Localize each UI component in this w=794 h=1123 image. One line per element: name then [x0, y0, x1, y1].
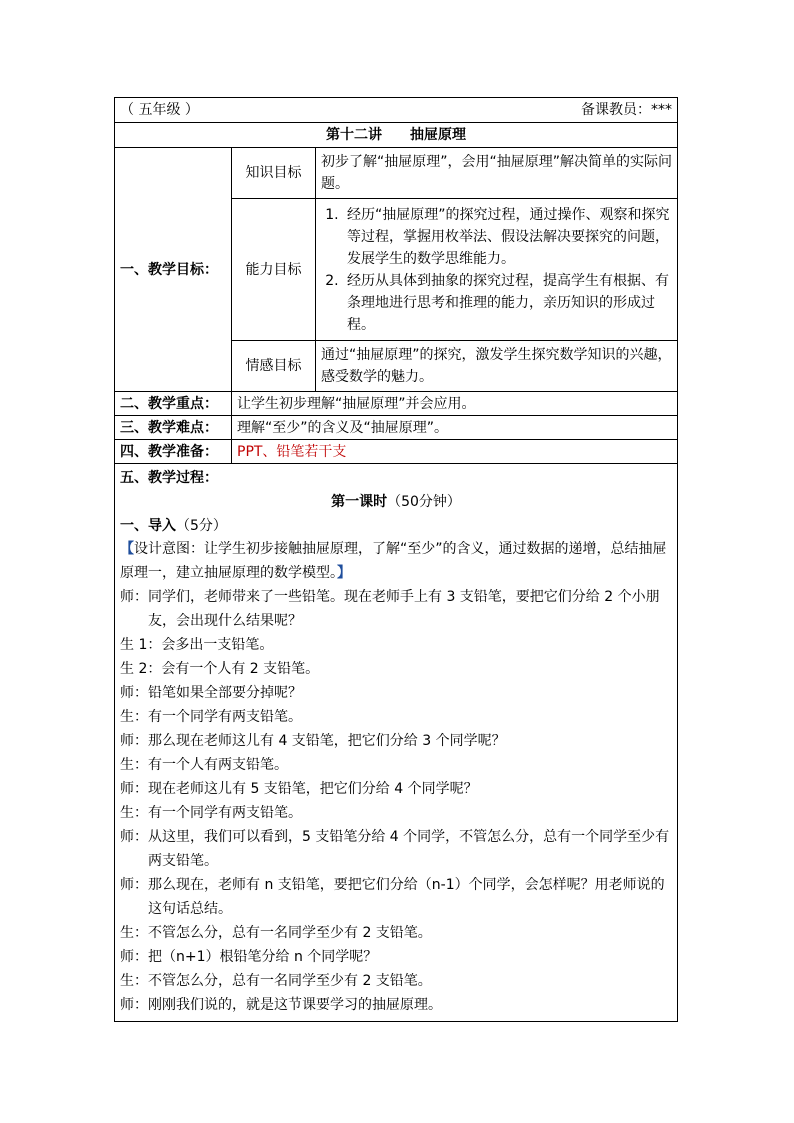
design-open-bracket: 【: [120, 541, 134, 557]
design-intent-note: [120, 537, 672, 585]
lesson-hour-heading: [120, 491, 672, 513]
goal-knowledge-row: [115, 148, 678, 199]
process-cell: [115, 464, 678, 1022]
process-row: [115, 464, 678, 1022]
knowledge-goal-text: 初步了解“抽屉原理”，会用“抽屉原理”解决简单的实际问题。: [316, 148, 678, 199]
emotion-goal-label: 情感目标: [232, 341, 316, 392]
ability-goal-cell: [316, 199, 678, 341]
dialogue-list: [120, 585, 672, 1017]
lecture-number: 第十二讲: [326, 127, 382, 143]
ability-goal-item: 1. 经历“抽屉原理”的探究过程，通过操作、观察和探究等过程，掌握用枚举法、假设法解决要探究的问题，发展学生的数学思维能力。: [343, 204, 672, 270]
title-row: [115, 123, 678, 148]
difficulty-label: 三、教学难点：: [115, 416, 232, 440]
dialogue-line: 生：不管怎么分，总有一名同学至少有 2 支铅笔。: [120, 925, 432, 941]
preparation-label: 四、教学准备：: [115, 440, 232, 464]
lesson-title: [115, 123, 678, 148]
intro-duration: （5分）: [176, 518, 227, 534]
dialogue-line: 生：有一个人有两支铅笔。: [120, 757, 288, 773]
ability-goal-list: [321, 204, 672, 336]
key-point-text: 让学生初步理解“抽屉原理”并会应用。: [232, 392, 678, 416]
dialogue-line: 师：那么现在老师这儿有 4 支铅笔，把它们分给 3 个同学呢？: [120, 733, 506, 749]
design-intent-text: 设计意图：让学生初步接触抽屉原理，了解“至少”的含义，通过数据的递增，总结抽屉原理一，建立抽屉原理的数学模型。: [120, 541, 667, 581]
intro-title: 一、导入: [120, 518, 176, 534]
lesson-plan-page: [114, 97, 677, 1011]
dialogue-line: 师：铅笔如果全部要分掉呢？: [120, 685, 302, 701]
dialogue-line: 生 1：会多出一支铅笔。: [120, 637, 274, 653]
dialogue-line: 师：那么现在，老师有 n 支铅笔，要把它们分给（n-1）个同学，会怎样呢？用老师说的这句话总结。: [120, 877, 665, 917]
key-point-label: 二、教学重点：: [115, 392, 232, 416]
lecture-topic: 抽屉原理: [410, 127, 466, 143]
ability-goal-item: 2. 经历从具体到抽象的探究过程，提高学生有根据、有条理地进行思考和推理的能力，亲历知识的形成过程。: [343, 270, 672, 336]
lesson-hour-title: 第一课时: [331, 494, 388, 510]
difficulty-text: 理解“至少”的含义及“抽屉原理”。: [232, 416, 678, 440]
dialogue-line: 师：现在老师这儿有 5 支铅笔，把它们分给 4 个同学呢？: [120, 781, 478, 797]
header-cell: [115, 98, 678, 123]
intro-heading: [120, 515, 672, 537]
teacher-label: 备课教员：***: [581, 102, 673, 118]
header-row: [115, 98, 678, 123]
key-point-row: [115, 392, 678, 416]
design-close-bracket: 】: [337, 565, 351, 581]
dialogue-line: 生 2：会有一个人有 2 支铅笔。: [120, 661, 320, 677]
dialogue-line: 师：从这里，我们可以看到，5 支铅笔分给 4 个同学，不管怎么分，总有一个同学至少有两支铅笔。: [120, 829, 670, 869]
difficulty-row: [115, 416, 678, 440]
preparation-row: [115, 440, 678, 464]
dialogue-line: 生：有一个同学有两支铅笔。: [120, 805, 302, 821]
preparation-text: PPT、铅笔若干支: [232, 440, 678, 464]
dialogue-line: 生：不管怎么分，总有一名同学至少有 2 支铅笔。: [120, 973, 432, 989]
dialogue-line: 生：有一个同学有两支铅笔。: [120, 709, 302, 725]
knowledge-goal-label: 知识目标: [232, 148, 316, 199]
lesson-hour-duration: （50分钟）: [387, 494, 461, 510]
emotion-goal-text: 通过“抽屉原理”的探究，激发学生探究数学知识的兴趣，感受数学的魅力。: [316, 341, 678, 392]
dialogue-line: 师：刚刚我们说的，就是这节课要学习的抽屉原理。: [120, 997, 442, 1013]
ability-goal-label: 能力目标: [232, 199, 316, 341]
goals-label: 一、教学目标：: [115, 148, 232, 392]
grade-label: （ 五年级 ）: [120, 102, 199, 118]
process-label: 五、教学过程：: [120, 470, 218, 486]
lesson-plan-table: [114, 97, 678, 1022]
dialogue-line: 师：同学们，老师带来了一些铅笔。现在老师手上有 3 支铅笔，要把它们分给 2 个小朋友，会出现什么结果呢？: [120, 589, 660, 629]
dialogue-line: 师：把（n+1）根铅笔分给 n 个同学呢？: [120, 949, 378, 965]
